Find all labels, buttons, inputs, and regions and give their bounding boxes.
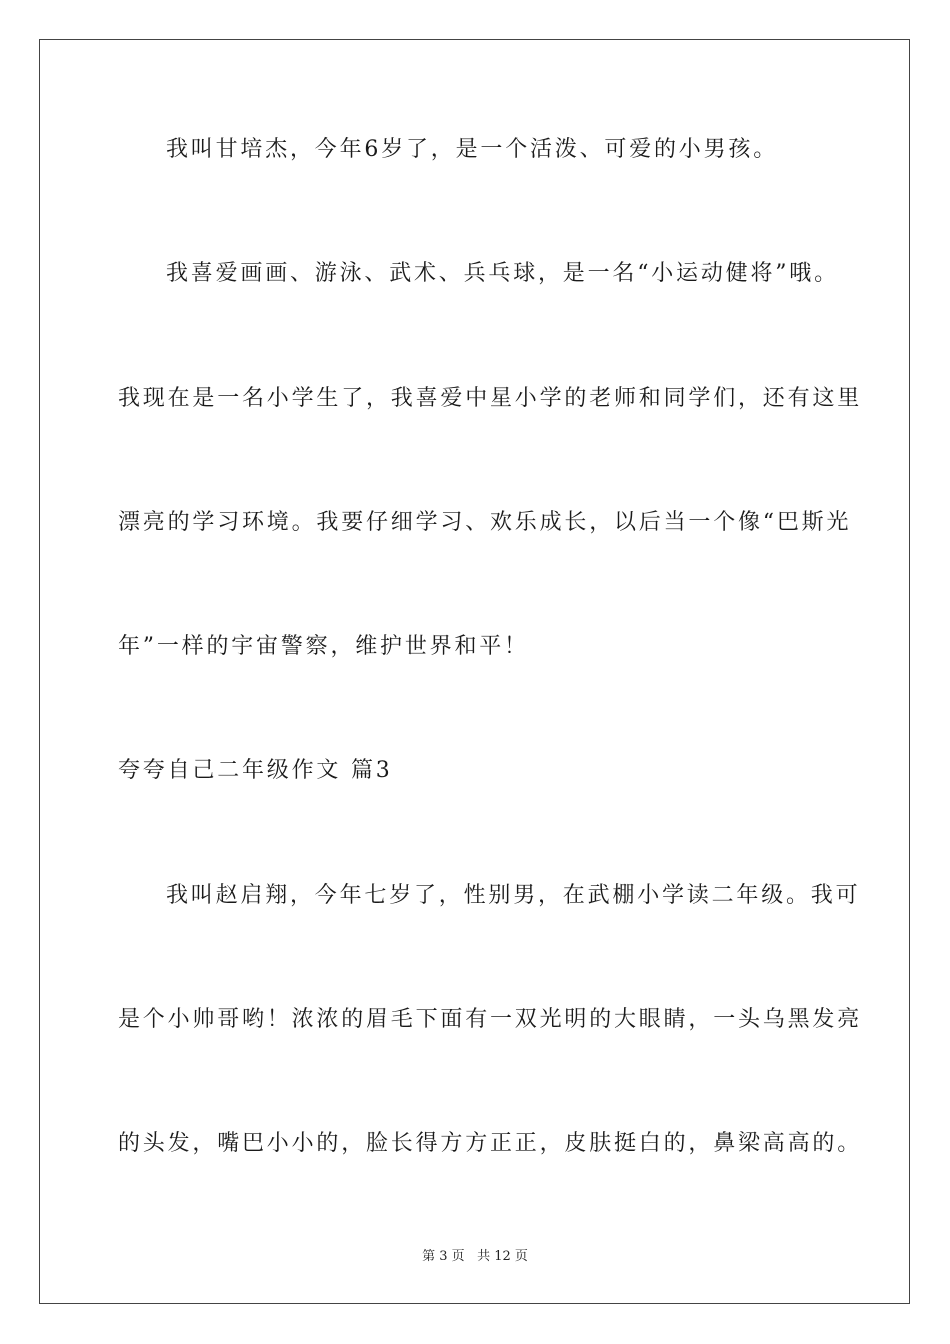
paragraph-line-6: 我叫赵启翔，今年七岁了，性别男，在武棚小学读二年级。我可 [166, 883, 861, 908]
paragraph-line-5: 年”一样的宇宙警察，维护世界和平！ [118, 634, 529, 659]
paragraph-line-8: 的头发，嘴巴小小的，脸长得方方正正，皮肤挺白的，鼻梁高高的。 [118, 1131, 863, 1156]
paragraph-line-7: 是个小帅哥哟！浓浓的眉毛下面有一双光明的大眼睛，一头乌黑发亮 [118, 1007, 863, 1032]
page-border [39, 39, 910, 1304]
section-heading: 夸夸自己二年级作文 篇3 [118, 758, 393, 783]
page-total: 共 12 页 [477, 1249, 528, 1264]
paragraph-line-4: 漂亮的学习环境。我要仔细学习、欢乐成长，以后当一个像“巴斯光 [118, 510, 852, 535]
paragraph-line-2: 我喜爱画画、游泳、武术、兵乓球，是一名“小运动健将”哦。 [166, 261, 839, 286]
paragraph-line-1: 我叫甘培杰，今年6岁了，是一个活泼、可爱的小男孩。 [166, 137, 778, 162]
paragraph-line-3: 我现在是一名小学生了，我喜爱中星小学的老师和同学们，还有这里 [118, 386, 863, 411]
page-number: 第 3 页 [422, 1249, 465, 1264]
page-footer [0, 1249, 950, 1265]
